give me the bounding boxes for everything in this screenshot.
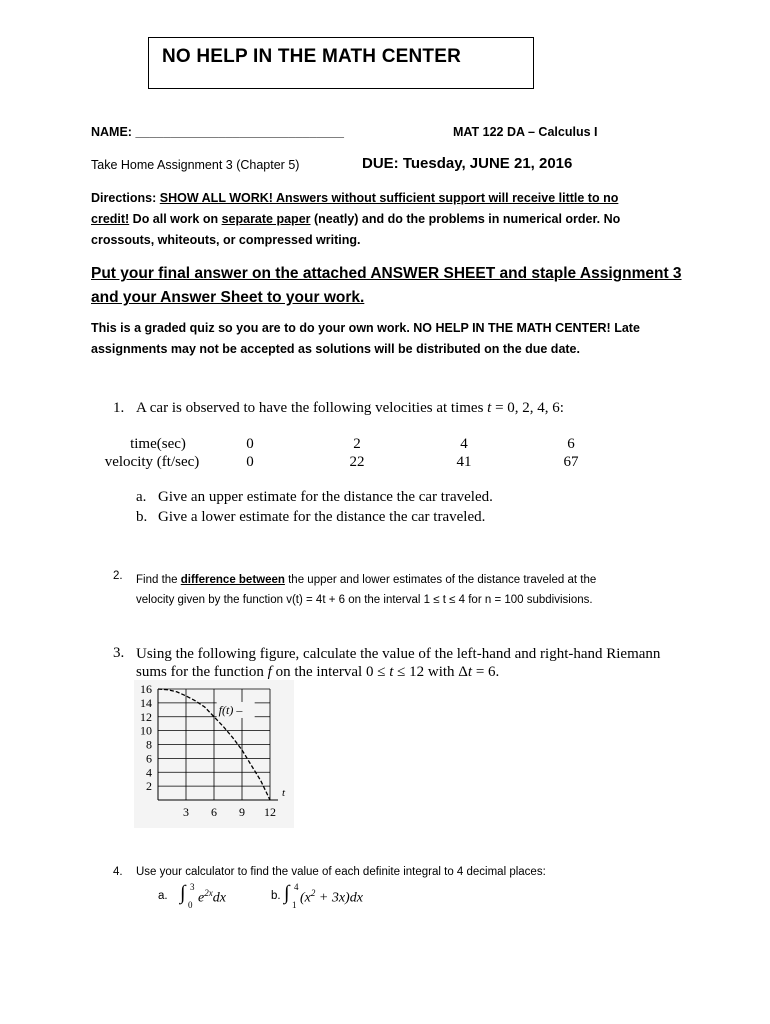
- q1-row2-label: velocity (ft/sec): [104, 454, 200, 470]
- graded-line2: assignments may not be accepted as solutions will be distributed on the due date.: [91, 342, 580, 356]
- x-tick-label: 12: [264, 805, 276, 819]
- q1-velocity-cell: 22: [349, 454, 365, 470]
- q1-row1-label: time(sec): [130, 436, 186, 452]
- integral-sign-icon: ∫: [180, 882, 186, 904]
- name-field: NAME: ______________________________: [91, 125, 344, 139]
- course-title: MAT 122 DA – Calculus I: [453, 125, 598, 139]
- q4a-integrand: [198, 888, 226, 907]
- q2-number: 2.: [113, 570, 123, 582]
- q3-t2: t: [467, 664, 473, 680]
- graded-line1: This is a graded quiz so you are to do your own work. NO HELP IN THE MATH CENTER! Late: [91, 321, 640, 335]
- riemann-figure: [134, 680, 294, 828]
- x-axis-label: t: [282, 787, 286, 799]
- q3-t1: t: [389, 664, 394, 680]
- q4b-lower-limit: 1: [292, 900, 297, 910]
- curve-label: f(t) –: [218, 702, 243, 717]
- q1-t: t: [487, 400, 492, 416]
- q1-text-a: A car is observed to have the following velocities at times: [136, 400, 488, 416]
- q1-time-cell: 2: [353, 436, 361, 452]
- assignment-title: Take Home Assignment 3 (Chapter 5): [91, 158, 300, 172]
- q4a-body: e: [198, 890, 205, 906]
- q3-line2-c: ≤ 12 with Δ: [393, 664, 468, 680]
- q2-text-b: the upper and lower estimates of the distance traveled at the: [284, 574, 597, 586]
- q1b-text: Give a lower estimate for the distance the car traveled.: [158, 509, 486, 525]
- q1b-label: b.: [136, 509, 148, 525]
- q1a-text: Give an upper estimate for the distance the car traveled.: [158, 489, 493, 505]
- q3-f: f: [267, 664, 272, 680]
- directions-part3: (neatly) and do the problems in numerical order. No: [310, 212, 621, 226]
- q4b-integrand: [300, 888, 363, 907]
- q2-line2: velocity given by the function v(t) = 4t + 6 on the interval 1 ≤ t ≤ 4 for n = 100 subdivisions.: [136, 594, 593, 606]
- q1a-label: a.: [136, 489, 147, 505]
- q1-time-cell: 6: [567, 436, 575, 452]
- q1-text-b: = 0, 2, 4, 6:: [491, 400, 564, 416]
- q4a-lower-limit: 0: [188, 900, 193, 910]
- y-tick-label: 4: [146, 765, 152, 780]
- final-answer-line1: Put your final answer on the attached ANSWER SHEET and staple Assignment 3: [91, 265, 682, 282]
- q4b-body-b: + 3x)dx: [315, 890, 363, 906]
- q3-number: 3.: [113, 645, 125, 661]
- graded-notice: [91, 318, 640, 360]
- integral-sign-icon: ∫: [284, 882, 290, 904]
- q1-velocity-cell: 67: [563, 454, 579, 470]
- q4-text: Use your calculator to find the value of each definite integral to 4 decimal places:: [136, 866, 546, 878]
- y-tick-label: 2: [146, 779, 152, 794]
- credit-text: credit!: [91, 212, 130, 226]
- y-tick-label: 16: [140, 682, 152, 696]
- directions-part2: Do all work on: [129, 212, 222, 226]
- q4b-body-a: (x: [300, 890, 311, 906]
- separate-paper: separate paper: [221, 212, 311, 226]
- y-tick-label: 14: [140, 695, 152, 710]
- due-date: DUE: Tuesday, JUNE 21, 2016: [362, 155, 573, 172]
- q3-line2-d: = 6.: [472, 664, 500, 680]
- q1-velocity-cell: 0: [246, 454, 254, 470]
- y-tick-label: 10: [140, 723, 152, 738]
- q4b-upper-limit: 4: [294, 882, 299, 892]
- directions-line3: crossouts, whiteouts, or compressed writing.: [91, 233, 361, 247]
- q3-line2-a: sums for the function: [136, 664, 268, 680]
- q1-number: 1.: [113, 400, 125, 416]
- q2-text-a: Find the: [136, 574, 181, 586]
- final-answer-instruction: [91, 262, 682, 310]
- q4a-exponent: 2x: [204, 888, 213, 898]
- q4b-exponent: 2: [310, 888, 316, 898]
- page-title: NO HELP IN THE MATH CENTER: [162, 46, 462, 67]
- q2-bold: difference between: [180, 574, 285, 586]
- q1-time-cell: 0: [246, 436, 254, 452]
- x-tick-label: 3: [183, 805, 189, 819]
- q4-number: 4.: [113, 866, 123, 878]
- y-tick-label: 8: [146, 737, 152, 752]
- q2-text: [136, 570, 596, 610]
- q4b-label: b.: [271, 890, 281, 902]
- final-answer-line2: and your Answer Sheet to your work.: [91, 289, 365, 306]
- directions-label: Directions:: [91, 191, 160, 205]
- q4a-upper-limit: 3: [190, 882, 195, 892]
- q4a-label: a.: [158, 890, 168, 902]
- q3-text: [136, 645, 660, 681]
- x-tick-label: 6: [211, 805, 217, 819]
- show-all-work: SHOW ALL WORK! Answers without sufficient support will receive little to no: [159, 191, 619, 205]
- y-tick-label: 12: [140, 709, 152, 724]
- y-tick-label: 6: [146, 751, 152, 766]
- q3-line2-b: on the interval 0 ≤: [271, 664, 390, 680]
- q3-line1: Using the following figure, calculate the value of the left-hand and right-hand Riemann: [136, 646, 661, 662]
- q1-time-cell: 4: [460, 436, 468, 452]
- q4a-dx: dx: [212, 890, 226, 906]
- q1-text: [136, 400, 564, 417]
- directions: [91, 188, 691, 251]
- x-tick-label: 9: [239, 805, 245, 819]
- q1-velocity-cell: 41: [456, 454, 472, 470]
